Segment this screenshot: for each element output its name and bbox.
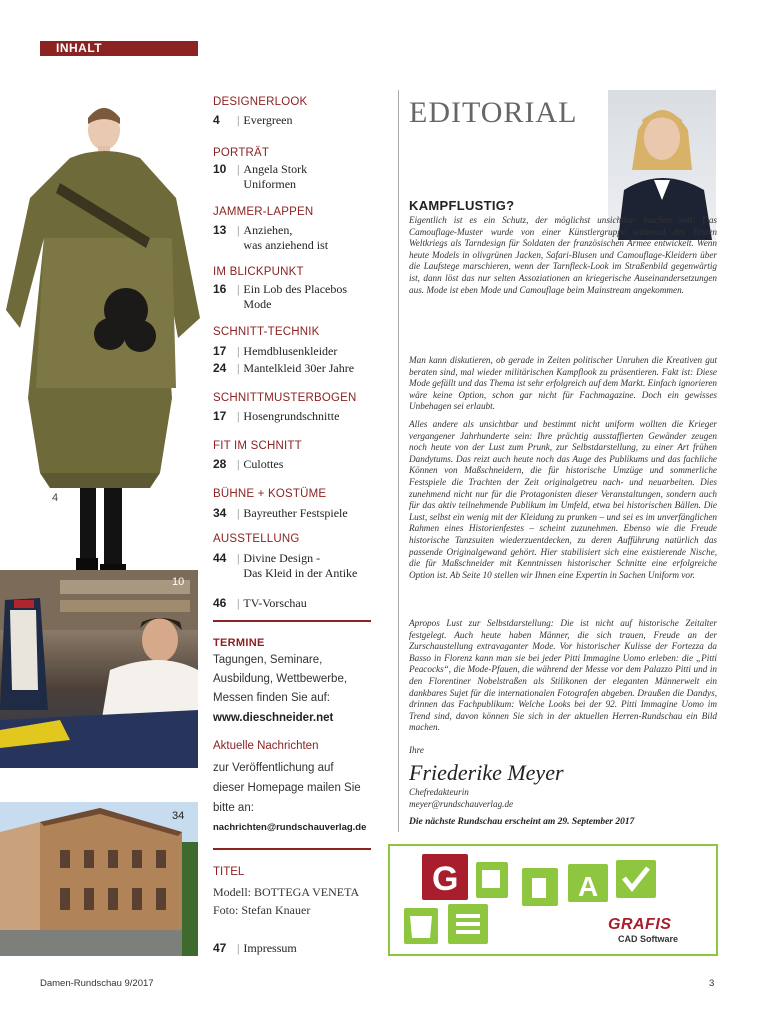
news-heading: Aktuelle Nachrichten: [213, 740, 319, 752]
editorial-closing: Ihre: [409, 745, 424, 755]
toc-page-number: 4: [213, 113, 220, 127]
ad-subtitle: CAD Software: [618, 934, 679, 944]
termine-line: Messen finden Sie auf:: [213, 692, 330, 704]
toc-entry[interactable]: 44 | Divine Design - Das Kleid in der Antike: [213, 551, 358, 580]
toc-title: TV-Vorschau: [243, 596, 307, 610]
toc-page-number: 17: [213, 409, 227, 423]
toc-category-schnittmusterbogen: SCHNITTMUSTERBOGEN: [213, 392, 357, 404]
toc-title-line2: Mode: [243, 297, 272, 311]
toc-category-jammer-lappen: JAMMER-LAPPEN: [213, 206, 314, 218]
toc-title: Hosengrundschnitte: [243, 409, 340, 423]
tailor-illustration: [0, 570, 198, 768]
toc-entry[interactable]: 24 | Mantelkleid 30er Jahre: [213, 361, 355, 375]
theatre-illustration: [0, 802, 198, 956]
theatre-photo-page-number: 34: [172, 810, 185, 822]
toc-category-schnitt-technik: SCHNITT-TECHNIK: [213, 326, 320, 338]
svg-text:A: A: [578, 871, 599, 902]
editor-email-link[interactable]: meyer@rundschauverlag.de: [409, 799, 514, 809]
editorial-paragraph: Apropos Lust zur Selbstdarstellung: Die ist nicht auf historische Zeitalter festgelegt. Auch heute haben Männer, die sich trauen, Freude an der Zurschaustellung extravaganter Mode. Vor historischer Kulisse der Fortezza da Basso in Florenz kann man sie bei jeder Pitti Immagine Uomo erleben: die „Pitti Peacocks“, die Mode-Pfauen, die während der Messe vor dem Palazzo Pitti und in den Florentiner Nobelstraßen als Stilikonen der eleganten Männerwelt ein dankbares Sujet für die internationalen Fotografen abgeben. Draußen die Dandys, drinnen das Fachpublikum: Welche Looks bei der 92. Pitti Immagine Uomo im Trend sind, davon können Sie sich in der aktuellen Herren-Rundschau ein Bild machen.: [409, 618, 717, 733]
next-issue-note: Die nächste Rundschau erscheint am 29. September 2017: [409, 817, 635, 827]
footer-page-number: 3: [709, 978, 715, 989]
toc-title: Hemdblusenkleider: [243, 344, 338, 358]
toc-entry[interactable]: 46 | TV-Vorschau: [213, 596, 307, 610]
news-line: dieser Homepage mailen Sie: [213, 782, 361, 794]
toc-title: Anziehen,: [243, 223, 293, 237]
news-line: zur Veröffentlichung auf: [213, 762, 334, 774]
toc-entry[interactable]: 4 | Evergreen: [213, 113, 293, 127]
toc-entry[interactable]: 10 | Angela Stork Uniformen: [213, 162, 308, 191]
toc-entry[interactable]: 34 | Bayreuther Festspiele: [213, 506, 348, 520]
editorial-headline: KAMPFLUSTIG?: [409, 198, 515, 213]
titel-divider: [213, 848, 371, 850]
toc-page-number: 24: [213, 361, 227, 375]
festival-theatre-photo: [0, 802, 198, 956]
news-email-link[interactable]: nachrichten@rundschauverlag.de: [213, 822, 367, 833]
editorial-paragraph: Man kann diskutieren, ob gerade in Zeiten politischer Unruhen die Kreativen gut beraten sind, mal wieder militärischen Kampflook zu präsentieren. Fakt ist: Diese Mode gefällt und das Thema ist sehr erfolgreich auf dem Markt. Einfach ignorieren wäre keine Option, schon gar nicht für Fachmagazine. Doch ein gewisses Unbehagen sei erlaubt.: [409, 355, 717, 412]
toc-page-number: 44: [213, 551, 227, 565]
toc-title-line2: Uniformen: [243, 177, 297, 191]
toc-title-line2: Das Kleid in der Antike: [243, 566, 358, 580]
termine-line: Tagungen, Seminare,: [213, 654, 323, 666]
toc-page-number: 34: [213, 506, 227, 520]
toc-page-number: 46: [213, 596, 227, 610]
ad-brand: GRAFIS: [608, 916, 672, 933]
toc-entry[interactable]: 17 | Hosengrundschnitte: [213, 409, 340, 423]
toc-category-fit-im-schnitt: FIT IM SCHNITT: [213, 440, 302, 452]
toc-title-line2: was anziehend ist: [243, 238, 329, 252]
toc-title: Culottes: [243, 457, 284, 471]
toc-title: Impressum: [243, 941, 297, 955]
toc-entry-impressum[interactable]: 47 | Impressum: [213, 941, 297, 955]
toc-title: Angela Stork: [243, 162, 308, 176]
cover-model-photo: [0, 88, 210, 588]
editor-signature: Friederike Meyer: [409, 760, 564, 785]
toc-title: Bayreuther Festspiele: [243, 506, 348, 520]
toc-category-portraet: PORTRÄT: [213, 147, 270, 159]
toc-page-number: 10: [213, 162, 227, 176]
titel-photographer: Foto: Stefan Knauer: [213, 903, 311, 917]
model-photo-page-number: 4: [52, 492, 59, 504]
editorial-paragraph: Alles andere als unsichtbar und bestimmt nicht uniform wollten die Krieger vergangener Jahrhunderte sein: Ihre prächtig ausstaffierten Gewänder zeugen noch heute von der Lust zum Prunk, zur Selbstdarstellung, zu einer Art frühen Dandytums. Das reizt auch heute noch das Auge des Publikums und das fachliche Können von Maßschneidern, die für historische Umzüge und sommerliche Festspiele die Trachten der Zeit originalgetreu nach- und neuarbeiten. Dies zunehmend nicht nur für die Protagonisten dieser Veranstaltungen, sondern auch für das aktiv teilnehmende Publikum im Umfeld, etwa bei historischen Bällen. Die Lust, selbst ein wenig mit der Kleidung zu prunken – und sei es im unverfänglichen Rahmen eines Historienfestes – scheint zuzunehmen. Ebenso wie die Freude historische Tanzsuiten wiederzuentdecken, zu deren Aufführung natürlich das passende Originalgewand gehört. Hier stabilisiert sich eine existierende Nische, die für Maßschneider mit Kenntnissen historischer Schnitte eine erfolgreiche Option ist. Ab Seite 10 stellen wir Ihnen eine Expertin in Sachen Uniform vor.: [409, 419, 717, 580]
termine-heading: TERMINE: [213, 637, 265, 649]
tailor-photo-page-number: 10: [172, 576, 185, 588]
toc-title: Ein Lob des Placebos: [243, 282, 348, 296]
news-line: bitte an:: [213, 802, 254, 814]
editorial-title: EDITORIAL: [409, 96, 578, 129]
toc-title: Evergreen: [243, 113, 293, 127]
section-label: INHALT: [56, 41, 103, 55]
titel-model: Modell: BOTTEGA VENETA: [213, 885, 360, 899]
toc-page-number: 47: [213, 941, 227, 955]
toc-title: Mantelkleid 30er Jahre: [243, 361, 355, 375]
toc-page-number: 16: [213, 282, 227, 296]
toc-title: Divine Design -: [243, 551, 321, 565]
toc-entry[interactable]: 16 | Ein Lob des Placebos Mode: [213, 282, 348, 311]
toc-category-buehne-kostueme: BÜHNE + KOSTÜME: [213, 488, 327, 500]
titel-heading: TITEL: [213, 866, 245, 878]
toc-entry[interactable]: 17 | Hemdblusenkleider: [213, 344, 338, 358]
toc-page-number: 28: [213, 457, 227, 471]
toc-category-designerlook: DESIGNERLOOK: [213, 96, 308, 108]
portrait-tailor-photo: [0, 570, 198, 768]
footer-issue: Damen-Rundschau 9/2017: [40, 978, 154, 989]
section-label-bar: [40, 41, 198, 56]
svg-text:G: G: [432, 860, 459, 898]
toc-page-number: 13: [213, 223, 227, 237]
toc-divider: [213, 620, 371, 622]
termine-line: Ausbildung, Wettbewerbe,: [213, 673, 348, 685]
editor-role: Chefredakteurin: [409, 787, 469, 797]
toc-page-number: 17: [213, 344, 227, 358]
model-illustration: [0, 88, 210, 588]
toc-category-im-blickpunkt: IM BLICKPUNKT: [213, 266, 304, 278]
toc-entry[interactable]: 28 | Culottes: [213, 457, 284, 471]
toc-entry[interactable]: 13 | Anziehen, was anziehend ist: [213, 223, 329, 252]
toc-category-ausstellung: AUSSTELLUNG: [213, 533, 300, 545]
column-rule: [398, 90, 399, 832]
termine-url-link[interactable]: www.dieschneider.net: [213, 712, 334, 724]
editorial-paragraph: Eigentlich ist es ein Schutz, der möglichst unsichtbar machen soll: Das Camouflage-Muster wurde von einer Künstlergruppe während des Ersten Weltkriegs als Tarndesign für Soldaten der französischen Armee entwickelt. Wenn heute Models in olivgrünen Jacken, Safari-Blusen und Camouflage-Kleidern über die Laufstege marschieren, wenn der Tarnfleck-Look im Straßenbild gegenwärtig ist, dann löst das nur selten Assoziationen an kriegerische Auseinandersetzungen aus. Mode ist eben Mode und Camouflage beim Mainstream angekommen.: [409, 215, 717, 295]
